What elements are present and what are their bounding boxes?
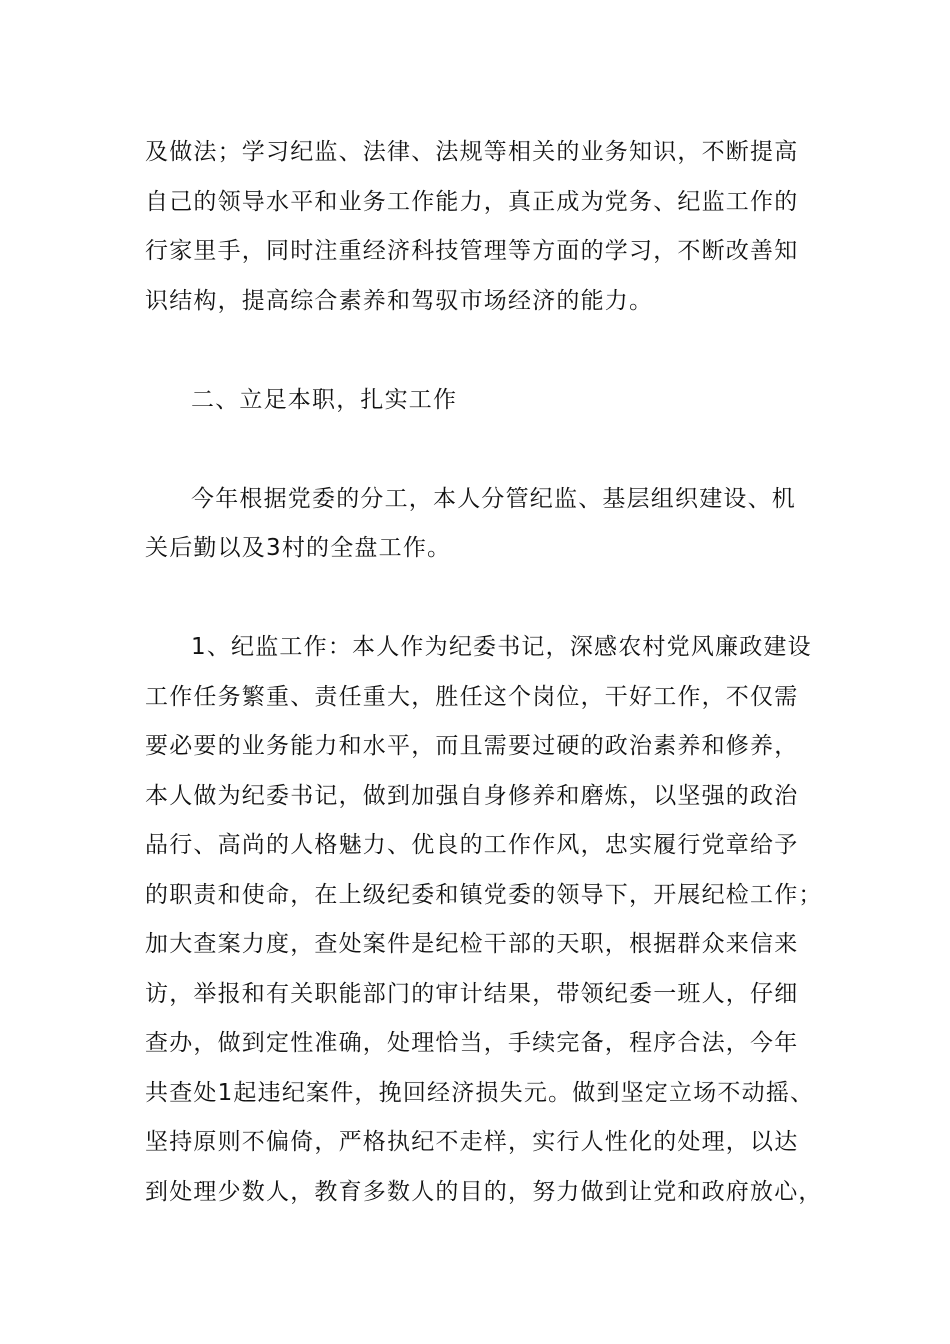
paragraph-spacer — [145, 326, 835, 376]
paragraph-line: 关后勤以及3村的全盘工作。 — [145, 535, 452, 561]
paragraph-line: 的职责和使命，在上级纪委和镇党委的领导下，开展纪检工作； — [145, 881, 823, 908]
paragraph-line: 品行、高尚的人格魅力、优良的工作作风，忠实履行党章给予 — [145, 832, 799, 858]
paragraph-line: 行家里手，同时注重经济科技管理等方面的学习，不断改善知 — [145, 238, 799, 264]
paragraph-line: 工作任务繁重、责任重大，胜任这个岗位，干好工作，不仅需 — [145, 683, 799, 710]
paragraph-line: 加大查案力度，查处案件是纪检干部的天职，根据群众来信来 — [145, 931, 799, 957]
paragraph-line: 本人做为纪委书记，做到加强自身修养和磨炼，以坚强的政治 — [145, 782, 799, 809]
paragraph-line: 坚持原则不偏倚，严格执纪不走样，实行人性化的处理，以达 — [145, 1129, 799, 1155]
paragraph-line: 访，举报和有关职能部门的审计结果，带领纪委一班人，仔细 — [145, 980, 799, 1007]
paragraph-line: 到处理少数人，教育多数人的目的，努力做到让党和政府放心， — [145, 1178, 823, 1205]
document-body — [145, 128, 835, 1217]
paragraph-spacer — [145, 574, 835, 624]
paragraph-spacer — [145, 425, 835, 475]
paragraph-discipline-work — [145, 623, 835, 1217]
paragraph-line: 及做法；学习纪监、法律、法规等相关的业务知识，不断提高 — [145, 139, 799, 165]
paragraph-line: 1、纪监工作：本人作为纪委书记，深感农村党风廉政建设 — [191, 634, 812, 660]
paragraph-division-of-work — [145, 475, 835, 574]
paragraph-line: 识结构，提高综合素养和驾驭市场经济的能力。 — [145, 287, 654, 314]
paragraph-line: 共查处1起违纪案件，挽回经济损失元。做到坚定立场不动摇、 — [145, 1079, 815, 1106]
paragraph-line: 今年根据党委的分工，本人分管纪监、基层组织建设、机 — [191, 485, 796, 512]
paragraph-line: 查办，做到定性准确，处理恰当，手续完备，程序合法，今年 — [145, 1030, 799, 1056]
paragraph-line: 自己的领导水平和业务工作能力，真正成为党务、纪监工作的 — [145, 188, 799, 215]
paragraph-line: 要必要的业务能力和水平，而且需要过硬的政治素养和修养， — [145, 733, 799, 759]
paragraph-study — [145, 128, 835, 326]
section-heading: 二、立足本职，扎实工作 — [191, 386, 458, 413]
